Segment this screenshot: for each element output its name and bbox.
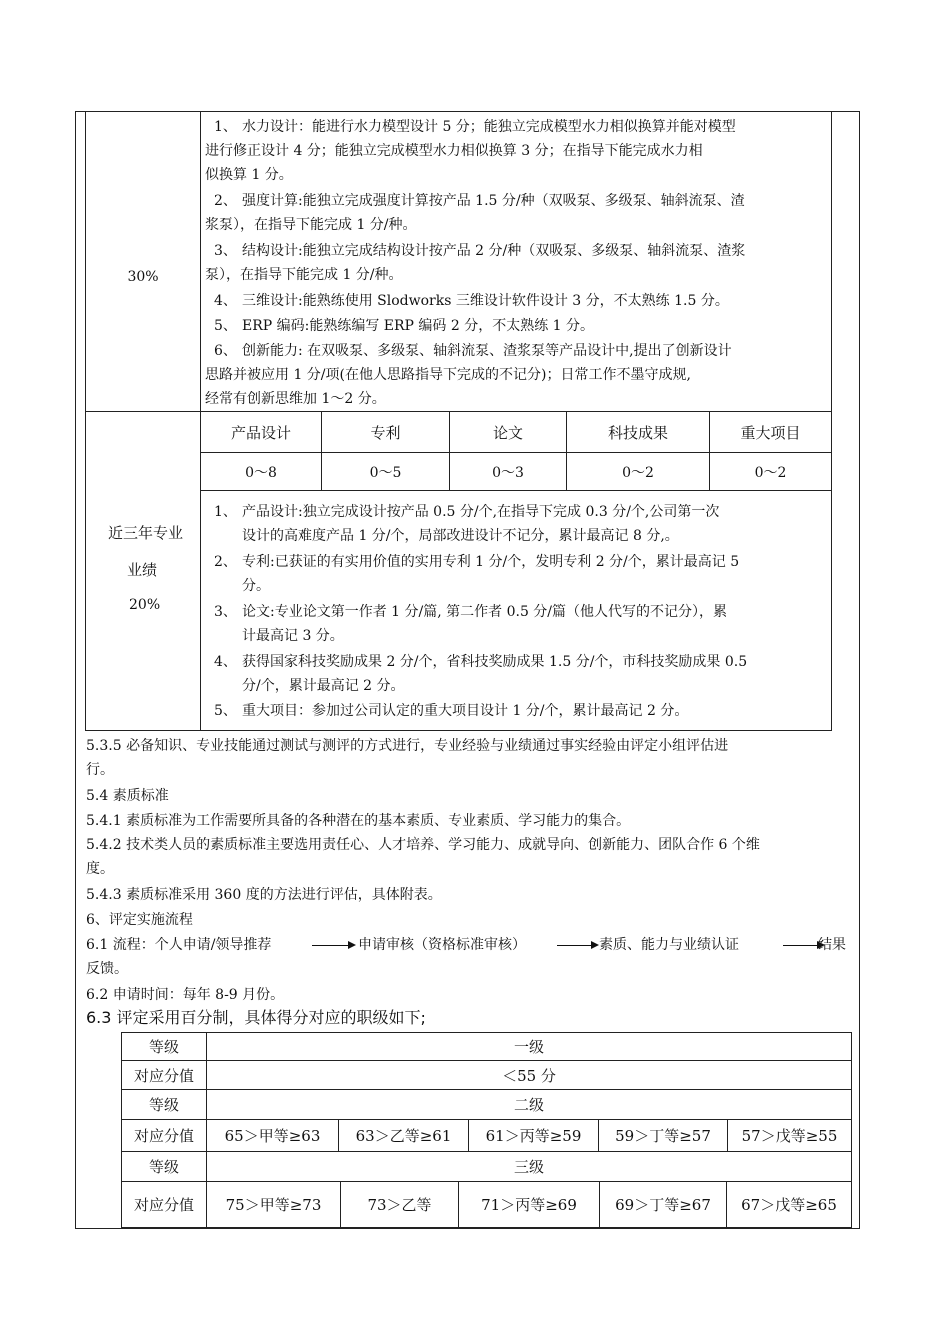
para-6-2: 6.2 申请时间：每年 8-9 月份。 — [86, 987, 285, 1003]
grade-level-1: 一级 — [513, 1038, 544, 1056]
perf-item-line: 设计的高难度产品 1 分/个，局部改进设计不记分，累计最高记 8 分,。 — [242, 528, 679, 544]
perf-label-line1: 近三年专业 — [108, 524, 184, 542]
grade-table-border — [121, 1227, 852, 1228]
outer-frame-bottom — [75, 1228, 860, 1229]
para-5-3-5: 5.3.5 必备知识、专业技能通过测试与测评的方式进行，专业经验与业绩通过事实经验由评定小组评估进 — [86, 738, 729, 754]
perf-header: 专利 — [370, 423, 401, 442]
top-item-line: 思路并被应用 1 分/项(在他人思路指导下完成的不记分)；日常工作不墨守成规, — [205, 367, 691, 383]
top-item-line: ERP 编码:能熟练编写 ERP 编码 2 分，不太熟练 1 分。 — [242, 318, 595, 334]
perf-header: 产品设计 — [230, 423, 291, 442]
perf-item-line: 计最高记 3 分。 — [242, 628, 344, 644]
top-item-line: 浆泵），在指导下能完成 1 分/种。 — [205, 217, 417, 233]
top-item-line: 强度计算:能独立完成强度计算按产品 1.5 分/种（双吸泵、多级泵、轴斜流泵、渣 — [242, 193, 745, 209]
perf-item-line: 专利:已获证的有实用价值的实用专利 1 分/个，发明专利 2 分/个，累计最高记 5 — [242, 554, 740, 570]
flow-arrow-icon — [557, 945, 597, 946]
perf-item-line: 获得国家科技奖励成果 2 分/个，省科技奖励成果 1.5 分/个，市科技奖励成果 0.5 — [242, 654, 748, 670]
grade-level-label: 等级 — [148, 1096, 179, 1114]
flow-cont: 反馈。 — [86, 961, 128, 977]
grade-score-label: 对应分值 — [133, 1196, 194, 1214]
perf-item-num: 3、 — [214, 604, 237, 620]
criteria-table-bottom — [85, 730, 832, 731]
outer-frame-left — [75, 111, 76, 1229]
flow-arrow-icon — [783, 945, 823, 946]
para-5-4: 5.4 素质标准 — [86, 788, 169, 804]
grade-level-3-score: 67＞戊等≥65 — [741, 1196, 837, 1214]
para-5-4-1: 5.4.1 素质标准为工作需要所具备的各种潜在的基本素质、专业素质、学习能力的集合。 — [86, 813, 631, 829]
perf-item-num: 1、 — [214, 504, 237, 520]
perf-range: 0～2 — [622, 464, 654, 481]
grade-level-2-score: 57＞戊等≥55 — [741, 1127, 838, 1145]
top-item-num: 5、 — [214, 318, 237, 334]
top-item-num: 1、 — [214, 119, 237, 135]
outer-frame-top — [75, 111, 860, 112]
flow-step-3: 素质、能力与业绩认证 — [599, 937, 739, 953]
top-item-line: 经常有创新思维加 1～2 分。 — [205, 391, 386, 407]
perf-item-num: 2、 — [214, 554, 237, 570]
grade-level-2: 二级 — [513, 1096, 544, 1114]
top-item-line: 进行修正设计 4 分；能独立完成模型水力相似换算 3 分；在指导下能完成水力相 — [205, 143, 703, 159]
grade-level-1-score: ＜55 分 — [502, 1066, 556, 1085]
top-item-num: 4、 — [214, 293, 237, 309]
grade-level-3-score: 75＞甲等≥73 — [225, 1196, 322, 1214]
grade-level-3-score: 69＞丁等≥67 — [615, 1196, 711, 1214]
perf-item-line: 分。 — [242, 578, 270, 594]
para-5-4-2-cont: 度。 — [86, 861, 114, 877]
para-6-3: 6.3 评定采用百分制，具体得分对应的职级如下; — [86, 1008, 426, 1027]
grade-table-border — [851, 1032, 852, 1228]
criteria-table-left — [85, 111, 86, 731]
top-item-line: 结构设计:能独立完成结构设计按产品 2 分/种（双吸泵、多级泵、轴斜流泵、渣浆 — [242, 243, 746, 259]
grade-level-label: 等级 — [148, 1158, 179, 1176]
grade-level-label: 等级 — [148, 1038, 179, 1056]
perf-item-line: 重大项目：参加过公司认定的重大项目设计 1 分/个，累计最高记 2 分。 — [242, 703, 689, 719]
grade-level-2-score: 63＞乙等≥61 — [355, 1127, 452, 1145]
flow-arrow-icon — [312, 945, 354, 946]
criteria-table-right — [831, 111, 832, 731]
perf-subtable-bottom — [200, 490, 832, 491]
grade-score-label: 对应分值 — [133, 1127, 194, 1145]
perf-header: 科技成果 — [607, 423, 668, 442]
grade-level-3-score: 73＞乙等 — [367, 1196, 432, 1214]
perf-item-num: 5、 — [214, 703, 237, 719]
perf-header: 重大项目 — [740, 423, 801, 442]
flow-step-2: 申请审核（资格标准审核） — [358, 937, 526, 953]
outer-frame-right — [859, 111, 860, 1229]
top-item-num: 3、 — [214, 243, 237, 259]
top-item-line: 泵），在指导下能完成 1 分/种。 — [205, 267, 403, 283]
para-5-4-2: 5.4.2 技术类人员的素质标准主要选用责任心、人才培养、学习能力、成就导向、创新能力、团队合作 6 个维 — [86, 837, 760, 853]
grade-level-3-score: 71＞丙等≥69 — [481, 1196, 577, 1214]
perf-item-line: 分/个，累计最高记 2 分。 — [242, 678, 405, 694]
top-item-line: 水力设计：能进行水力模型设计 5 分；能独立完成模型水力相似换算并能对模型 — [242, 119, 736, 135]
perf-range: 0～3 — [492, 464, 524, 481]
perf-header: 论文 — [492, 423, 523, 442]
perf-weight: 20% — [129, 597, 161, 613]
grade-level-2-score: 59＞丁等≥57 — [615, 1127, 711, 1145]
perf-range: 0～2 — [754, 464, 787, 481]
top-item-line: 三维设计:能熟练使用 Slodworks 三维设计软件设计 3 分，不太熟练 1.5 分。 — [242, 293, 729, 309]
para-5-4-3: 5.4.3 素质标准采用 360 度的方法进行评估，具体附表。 — [86, 887, 442, 903]
flow-step-1: 6.1 流程：个人申请/领导推荐 — [86, 937, 272, 953]
grade-level-3: 三级 — [513, 1158, 544, 1176]
perf-label-line2: 业绩 — [127, 561, 158, 579]
grade-score-label: 对应分值 — [133, 1066, 194, 1085]
perf-item-num: 4、 — [214, 654, 237, 670]
para-5-3-5-cont: 行。 — [86, 762, 114, 778]
top-item-line: 创新能力: 在双吸泵、多级泵、轴斜流泵、渣浆泵等产品设计中,提出了创新设计 — [242, 343, 732, 359]
top-item-num: 6、 — [214, 343, 237, 359]
top-item-line: 似换算 1 分。 — [205, 167, 293, 183]
weight-30-label: 30% — [127, 269, 159, 285]
top-item-num: 2、 — [214, 193, 237, 209]
para-6: 6、评定实施流程 — [86, 912, 193, 928]
flow-step-4: 结果 — [818, 937, 846, 953]
perf-item-line: 论文:专业论文第一作者 1 分/篇, 第二作者 0.5 分/篇（他人代写的不记分），累 — [242, 604, 728, 620]
grade-level-2-score: 61＞丙等≥59 — [485, 1127, 582, 1145]
perf-range: 0～5 — [369, 464, 402, 481]
perf-item-line: 产品设计:独立完成设计按产品 0.5 分/个,在指导下完成 0.3 分/个,公司第一次 — [242, 504, 720, 520]
perf-range: 0～8 — [245, 464, 277, 481]
grade-level-2-score: 65＞甲等≥63 — [224, 1127, 321, 1145]
